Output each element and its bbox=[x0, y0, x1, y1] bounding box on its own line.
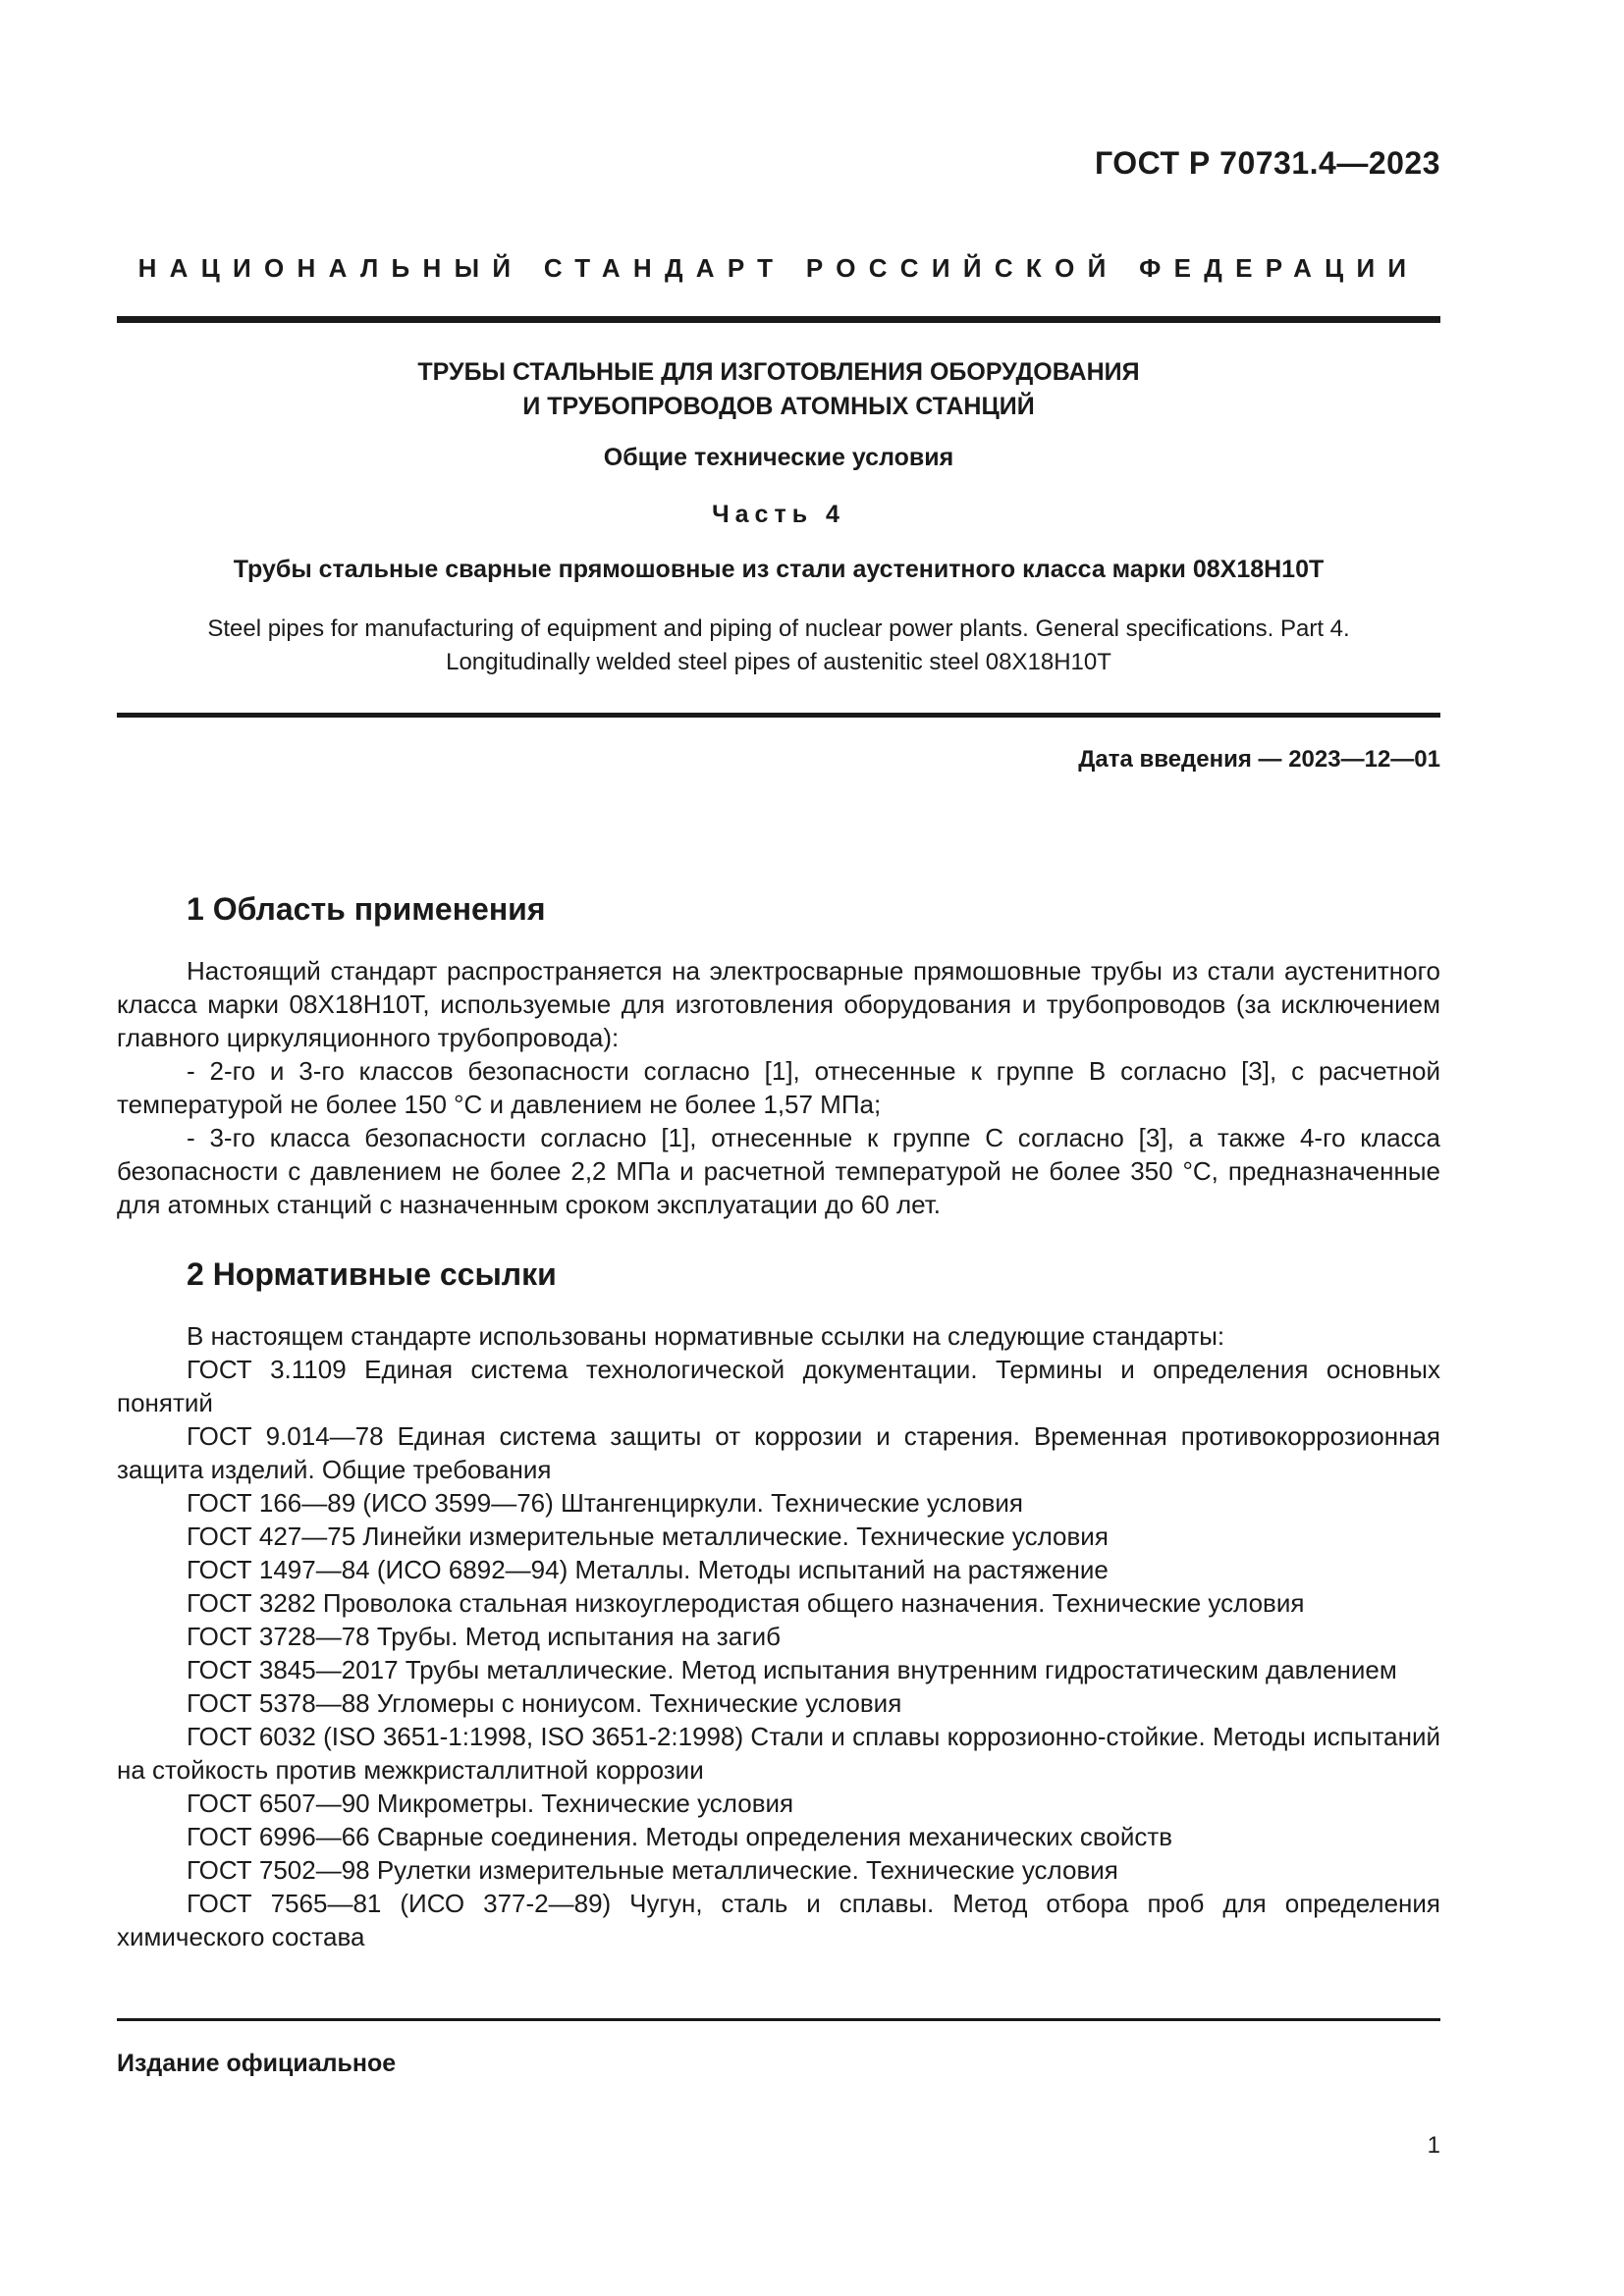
reference-item: ГОСТ 6996—66 Сварные соединения. Методы определения механических свойств bbox=[187, 1822, 1173, 1851]
page-number: 1 bbox=[1427, 2132, 1440, 2159]
introduction-date: Дата введения — 2023—12—01 bbox=[1078, 746, 1440, 773]
section-2-heading: 2 Нормативные ссылки bbox=[187, 1256, 557, 1292]
reference-item: ГОСТ 5378—88 Угломеры с нониусом. Технические условия bbox=[187, 1688, 902, 1718]
section-2-body bbox=[117, 1319, 1440, 1953]
document-code: ГОСТ Р 70731.4—2023 bbox=[1095, 145, 1440, 181]
paragraph: В настоящем стандарте использованы нормативные ссылки на следующие стандарты: bbox=[187, 1321, 1225, 1351]
section-1-heading: 1 Область применения bbox=[187, 891, 546, 927]
reference-item: ГОСТ 1497—84 (ИСО 6892—94) Металлы. Методы испытаний на растяжение bbox=[187, 1555, 1109, 1584]
reference-item: ГОСТ 6507—90 Микрометры. Технические условия bbox=[187, 1789, 794, 1818]
reference-item: ГОСТ 3282 Проволока стальная низкоуглеродистая общего назначения. Технические условия bbox=[187, 1588, 1305, 1618]
top-divider bbox=[117, 316, 1440, 323]
reference-item: ГОСТ 7502—98 Рулетки измерительные металлические. Технические условия bbox=[187, 1855, 1118, 1885]
national-standard-banner: НАЦИОНАЛЬНЫЙ СТАНДАРТ РОССИЙСКОЙ ФЕДЕРАЦИИ bbox=[137, 253, 1420, 283]
english-title-line-1: Steel pipes for manufacturing of equipment and piping of nuclear power plants. General specifications. Part 4. bbox=[207, 615, 1350, 642]
reference-item: ГОСТ 3728—78 Трубы. Метод испытания на загиб bbox=[187, 1622, 782, 1651]
paragraph: - 2-го и 3-го классов безопасности согласно [1], отнесенные к группе В согласно [3], с расчетной температурой не более 150 °С и давлением не более 1,57 МПа; bbox=[117, 1056, 1440, 1119]
reference-item: ГОСТ 9.014—78 Единая система защиты от коррозии и старения. Временная противокоррозионная защита изделий. Общие требования bbox=[117, 1421, 1440, 1484]
reference-item: ГОСТ 427—75 Линейки измерительные металлические. Технические условия bbox=[187, 1522, 1109, 1551]
english-title-line-2: Longitudinally welded steel pipes of austenitic steel 08X18H10T bbox=[446, 649, 1111, 675]
document-subtitle: Общие технические условия bbox=[603, 444, 954, 471]
title-line-1: ТРУБЫ СТАЛЬНЫЕ ДЛЯ ИЗГОТОВЛЕНИЯ ОБОРУДОВАНИЯ bbox=[417, 358, 1140, 386]
section-1-body bbox=[117, 954, 1440, 1221]
part-label: Часть 4 bbox=[712, 501, 845, 528]
part-title: Трубы стальные сварные прямошовные из стали аустенитного класса марки 08Х18Н10Т bbox=[233, 556, 1325, 583]
reference-item: ГОСТ 3845—2017 Трубы металлические. Метод испытания внутренним гидростатическим давлением bbox=[187, 1655, 1397, 1684]
title-line-2: И ТРУБОПРОВОДОВ АТОМНЫХ СТАНЦИЙ bbox=[522, 393, 1035, 420]
paragraph: - 3-го класса безопасности согласно [1], отнесенные к группе С согласно [3], а также 4-го класса безопасности с давлением не более 2,2 МПа и расчетной температурой не более 350 °С, предназначенные для атомных станций с назначенным сроком эксплуатации до 60 лет. bbox=[117, 1123, 1440, 1219]
title-divider bbox=[117, 713, 1440, 718]
reference-item: ГОСТ 7565—81 (ИСО 377-2—89) Чугун, сталь и сплавы. Метод отбора проб для определения химического состава bbox=[117, 1889, 1440, 1951]
footer-divider bbox=[117, 2018, 1440, 2021]
reference-item: ГОСТ 166—89 (ИСО 3599—76) Штангенциркули. Технические условия bbox=[187, 1488, 1023, 1518]
english-title bbox=[117, 613, 1440, 679]
paragraph: Настоящий стандарт распространяется на электросварные прямошовные трубы из стали аустенитного класса марки 08Х18Н10Т, используемые для изготовления оборудования и трубопроводов (за исключением главного циркуляционного трубопровода): bbox=[117, 956, 1440, 1052]
reference-item: ГОСТ 3.1109 Единая система технологической документации. Термины и определения основных понятий bbox=[117, 1355, 1440, 1417]
edition-label: Издание официальное bbox=[117, 2050, 397, 2077]
reference-item: ГОСТ 6032 (ISO 3651-1:1998, ISO 3651-2:1998) Стали и сплавы коррозионно-стойкие. Методы испытаний на стойкость против межкристаллитной коррозии bbox=[117, 1722, 1440, 1785]
document-title bbox=[117, 355, 1440, 424]
